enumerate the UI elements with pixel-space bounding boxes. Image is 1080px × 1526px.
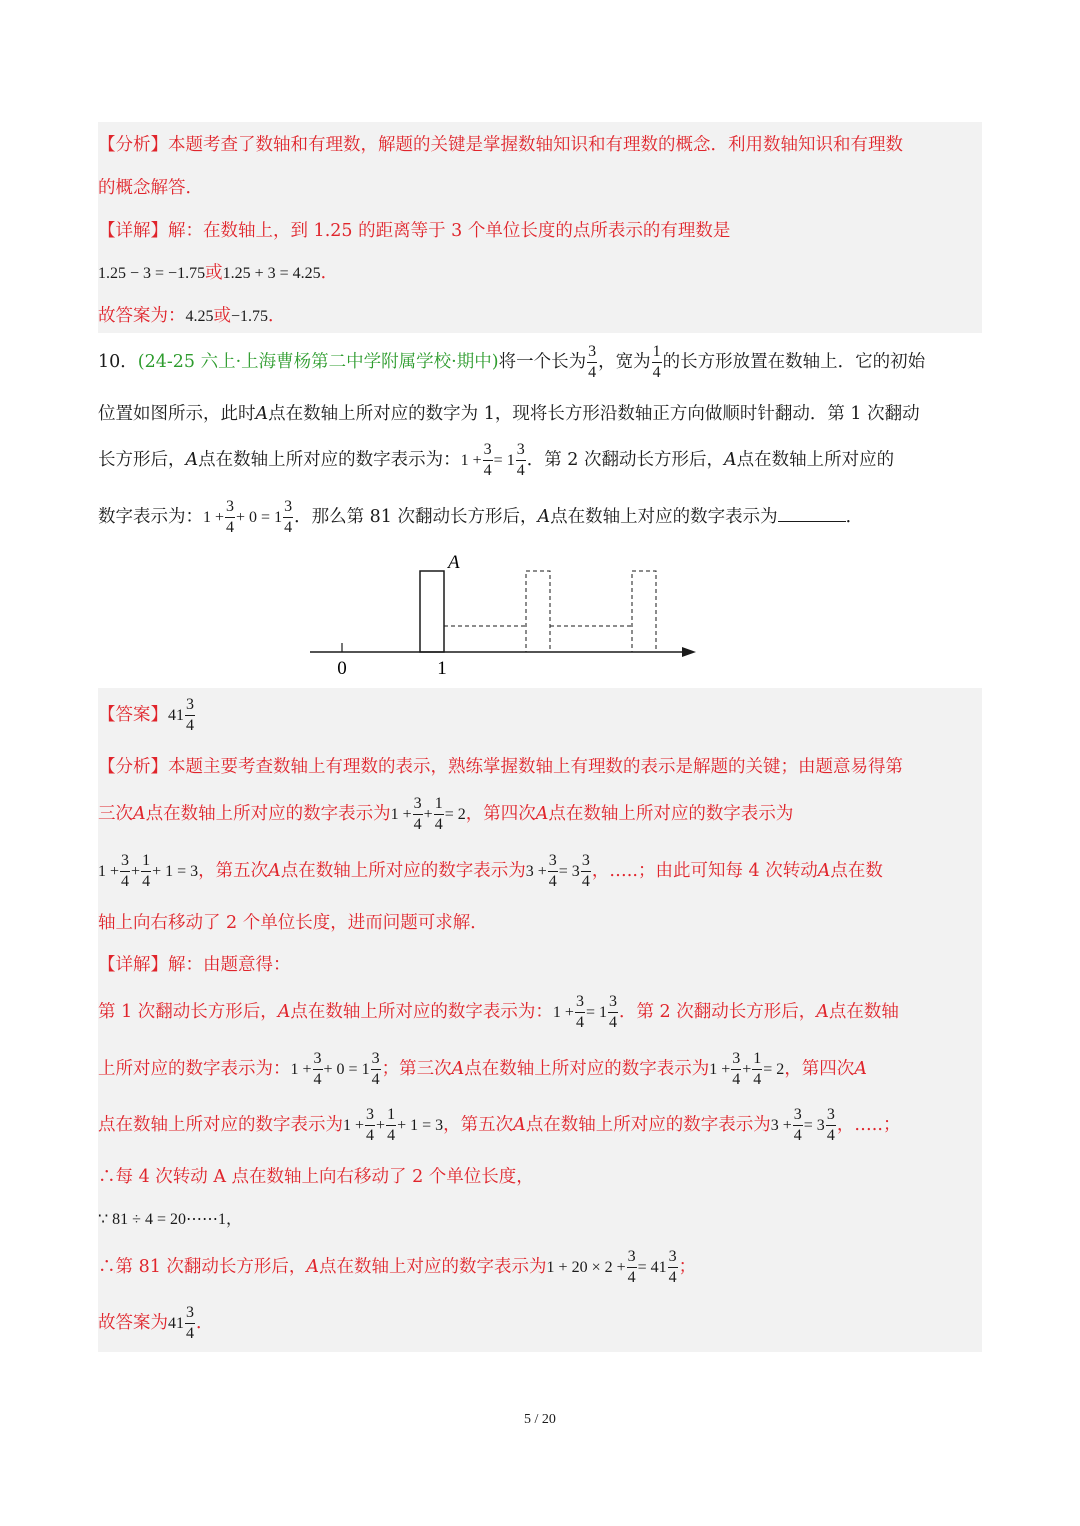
- analysis-line2: 三次A点在数轴上所对应的数字表示为1 + $\frac{3}{4}$ + $\frac{1}{4}$ = 2，第四次A点在数轴上所对应的数字表示为: [98, 795, 794, 833]
- q10-line3: 长方形后，A点在数轴上所对应的数字表示为：1 + $\frac{3}{4}$ = 1 $\frac{3}{4}$ ．第 2 次翻动长方形后，A点在数轴上所对应的: [98, 441, 895, 479]
- prev-detail-line1: 【详解】解：在数轴上，到 1.25 的距离等于 3 个单位长度的点所表示的有理数是: [98, 221, 731, 241]
- rectangle-initial: [420, 571, 444, 652]
- analysis-line1: 【分析】本题主要考查数轴上有理数的表示，熟练掌握数轴上有理数的表示是解题的关键；由题意易得第: [98, 757, 903, 777]
- q10-line4: 数字表示为：1 + $\frac{3}{4}$ + 0 = 1 $\frac{3}{4}$ ．那么第 81 次翻动长方形后，A点在数轴上对应的数字表示为 ．: [98, 498, 864, 536]
- detail-intro: 【详解】解：由题意得：: [98, 955, 291, 975]
- detail-line6: ∴第 81 次翻动长方形后，A点在数轴上对应的数字表示为1 + 20 × 2 + $\frac{3}{4}$ = 41 $\frac{3}{4}$ ；: [98, 1248, 697, 1286]
- analysis-line3: 1 + $\frac{3}{4}$ + $\frac{1}{4}$ + 1 = 3，第五次A点在数轴上所对应的数字表示为3 + $\frac{3}{4}$ = 3 $\frac{3}{4}$ ，…..；由此可知每 4 次转动A点在数: [98, 852, 883, 890]
- q10-line1: 10．(24-25 六上·上海曹杨第二中学附属学校·期中)将一个长为 $\frac{3}{4}$ ，宽为 $\frac{1}{4}$ 的长方形放置在数轴上．它的初始: [98, 343, 926, 381]
- detail-line1: 第 1 次翻动长方形后，A点在数轴上所对应的数字表示为：1 + $\frac{3}{4}$ = 1 $\frac{3}{4}$ ．第 2 次翻动长方形后，A点在数轴: [98, 993, 899, 1031]
- detail-line3: 点在数轴上所对应的数字表示为1 + $\frac{3}{4}$ + $\frac{1}{4}$ + 1 = 3，第五次A点在数轴上所对应的数字表示为3 + $\frac{3}{4}$ = 3 $\frac{3}{4}$ ，…..；: [98, 1106, 901, 1144]
- rectangle-upright-2: [526, 571, 550, 652]
- prev-analysis-line1: 【分析】本题考查了数轴和有理数，解题的关键是掌握数轴知识和有理数的概念．利用数轴知识和有理数: [98, 135, 903, 155]
- detail-line5: ∵ 81 ÷ 4 = 20⋯⋯1，: [98, 1211, 242, 1228]
- number-line-figure: [300, 548, 710, 680]
- detail-line2: 上所对应的数字表示为：1 + $\frac{3}{4}$ + 0 = 1 $\frac{3}{4}$ ；第三次A点在数轴上所对应的数字表示为1 + $\frac{3}{4}$ + $\frac{1}{4}$ = 2，第四次A: [98, 1050, 867, 1088]
- label-1: 1: [437, 658, 447, 679]
- prev-analysis-line2: 的概念解答．: [98, 178, 203, 198]
- detail-final: 故答案为41 $\frac{3}{4}$ ．: [98, 1304, 214, 1342]
- rectangle-upright-4: [632, 571, 656, 652]
- answer-blank: [778, 507, 846, 522]
- answer-line: 【答案】41 $\frac{3}{4}$: [98, 696, 194, 734]
- label-A: A: [448, 552, 460, 573]
- prev-detail-line2: 1.25 − 3 = −1.75或1.25 + 3 = 4.25．: [98, 263, 339, 283]
- page-number: 5 / 20: [524, 1412, 556, 1427]
- q10-line2: 位置如图所示，此时A点在数轴上所对应的数字为 1，现将长方形沿数轴正方向做顺时针翻动．第 1 次翻动: [98, 404, 920, 424]
- analysis-line4: 轴上向右移动了 2 个单位长度，进而问题可求解．: [98, 913, 488, 933]
- axis-arrow: [682, 647, 696, 657]
- prev-final-answer: 故答案为：4.25或−1.75．: [98, 306, 286, 326]
- detail-line4: ∴每 4 次转动 A 点在数轴上向右移动了 2 个单位长度，: [98, 1167, 534, 1187]
- label-0: 0: [337, 658, 347, 679]
